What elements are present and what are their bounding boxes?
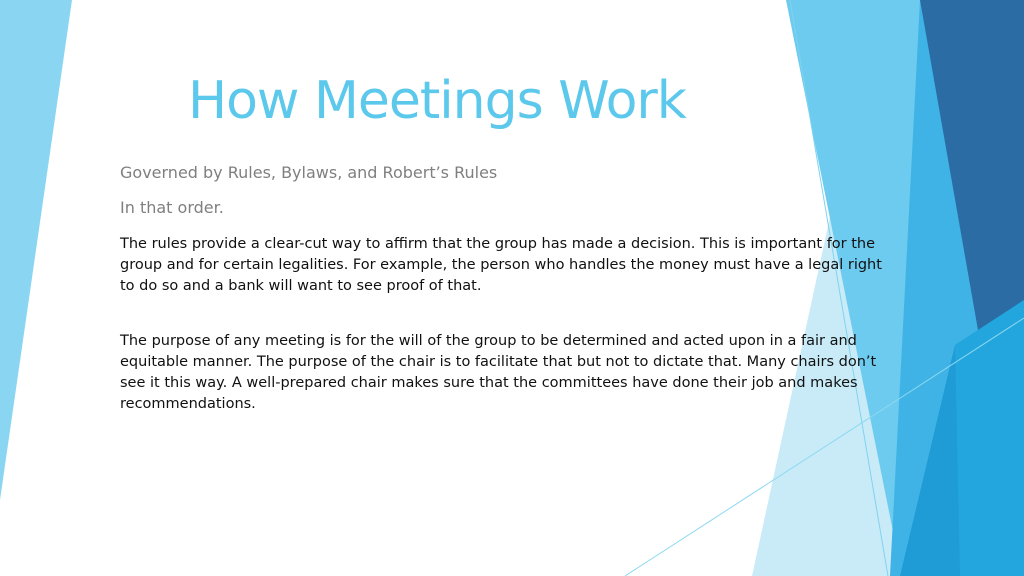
left-accent-band [0,0,72,500]
right-bright-panel [955,300,1024,576]
subtitle-governed-by: Governed by Rules, Bylaws, and Robert’s Rules [120,163,498,182]
subtitle-in-that-order: In that order. [120,198,224,217]
body-paragraph-rules: The rules provide a clear-cut way to affirm that the group has made a decision. This is important for the group and for certain legalities. For example, the person who handles the money must have a legal right to do so and a bank will want to see proof of that. [120,236,882,294]
slide-title: How Meetings Work [188,71,686,131]
body-paragraph-purpose: The purpose of any meeting is for the will of the group to be determined and acted upon in a fair and equitable manner. The purpose of the chair is to facilitate that but not to dictate that. Many chairs don’t see it this way. A well-prepared chair makes sure that the committees have done their job and makes recommendations. [120,333,877,412]
